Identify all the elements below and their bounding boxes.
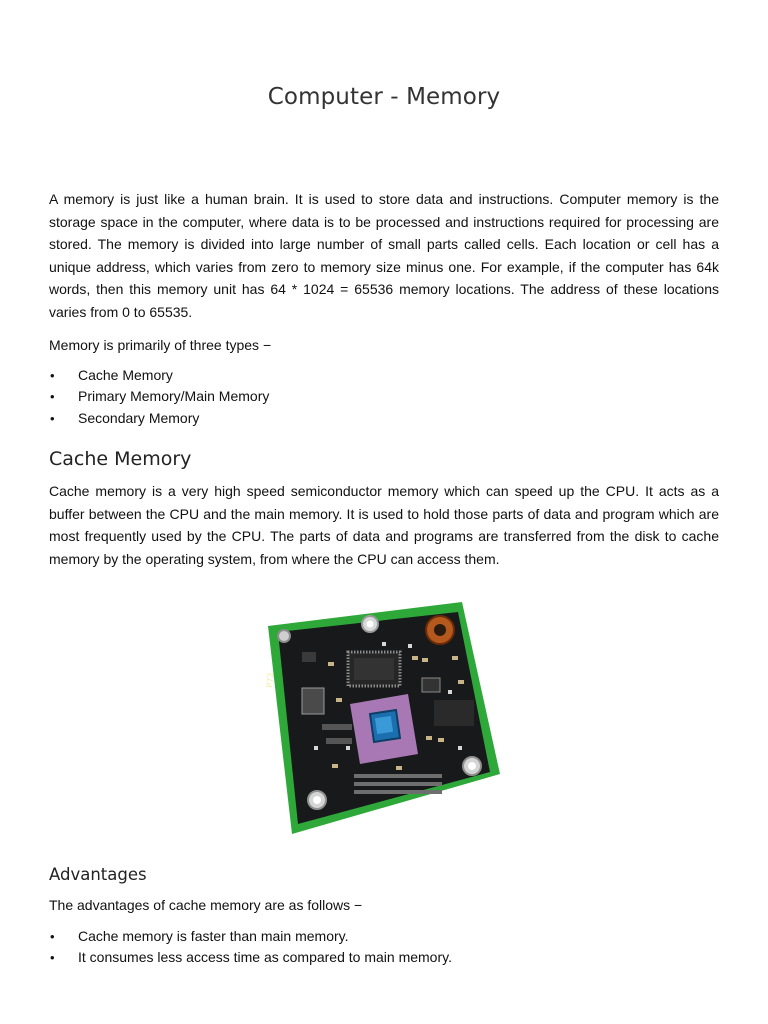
advantages-heading: Advantages: [49, 865, 147, 884]
list-item: • Secondary Memory: [49, 408, 269, 429]
bullet-icon: •: [50, 389, 55, 405]
advantages-intro: The advantages of cache memory are as follows −: [49, 897, 363, 913]
types-intro: Memory is primarily of three types −: [49, 337, 272, 353]
bullet-icon: •: [50, 368, 55, 383]
bullet-icon: •: [50, 950, 55, 966]
svg-text:P73: P73: [265, 672, 276, 689]
intro-paragraph: A memory is just like a human brain. It is used to store data and instructions. Computer memory is the storage space in the computer, where data is to be processed and instructions required for processing are stored. The memory is divided into large number of small parts called cells. Each location or cell has a unique address, which varies from zero to memory size minus one. For example, if the computer has 64k words, then this memory unit has 64 * 1024 = 65536 memory locations. The address of these locations varies from 0 to 65535.: [49, 191, 719, 320]
bullet-icon: •: [50, 929, 55, 944]
memory-types-list: [49, 365, 269, 429]
list-item: • Cache Memory: [49, 365, 269, 386]
cache-memory-heading: Cache Memory: [49, 448, 192, 470]
list-item: • Primary Memory/Main Memory: [49, 386, 269, 407]
cache-memory-paragraph: Cache memory is a very high speed semiconductor memory which can speed up the CPU. It acts as a buffer between the CPU and the main memory. It is used to hold those parts of data and program which are most frequently used by the CPU. The parts of data and programs are transferred from the disk to cache memory by the operating system, from where the CPU can access them.: [49, 483, 719, 567]
advantages-list: [49, 926, 452, 969]
list-item: • Cache memory is faster than main memory.: [49, 926, 452, 947]
list-item: • It consumes less access time as compared to main memory.: [49, 947, 452, 968]
cache-memory-board-image: [262, 596, 508, 838]
page-title: Computer - Memory: [267, 84, 501, 110]
bullet-icon: •: [50, 410, 55, 426]
